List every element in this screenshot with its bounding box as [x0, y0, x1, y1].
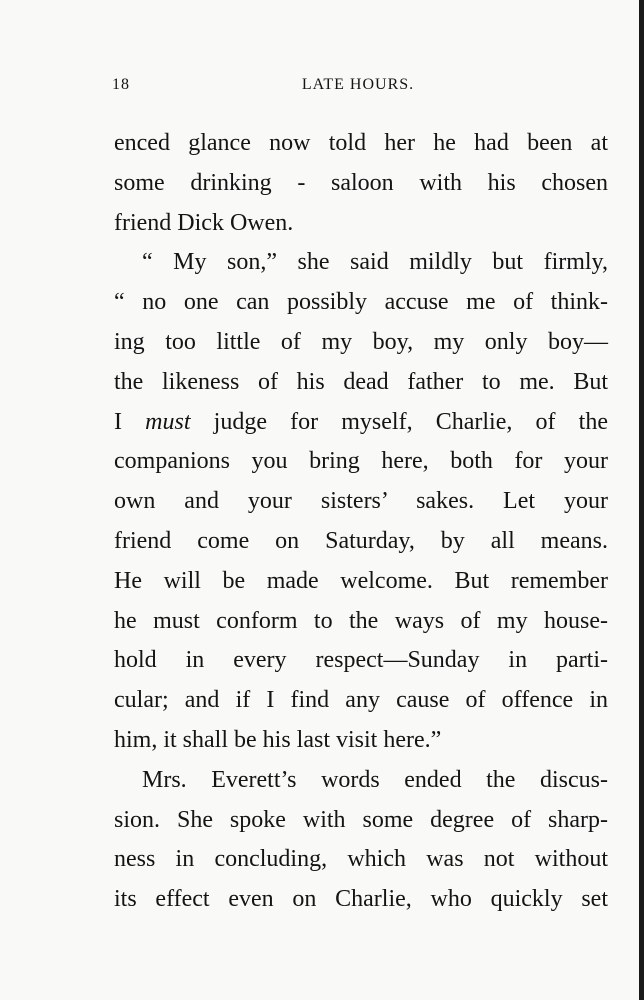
- text-line: some drinking - saloon with his chosen: [114, 169, 608, 196]
- text-line: the likeness of his dead father to me. But: [114, 368, 608, 395]
- text-line: him, it shall be his last visit here.”: [114, 726, 442, 753]
- page-edge-shadow: [639, 0, 644, 1000]
- text-line: He will be made welcome. But remember: [114, 567, 608, 594]
- text-line: friend Dick Owen.: [114, 209, 294, 236]
- text-line: sion. She spoke with some degree of sharp-: [114, 806, 608, 833]
- text-line: enced glance now told her he had been at: [114, 130, 608, 156]
- page-number: 18: [112, 76, 130, 93]
- text-run: judge for myself, Charlie, of the: [190, 408, 609, 435]
- text-line: “ My son,” she said mildly but firmly,: [142, 249, 608, 276]
- emphasized-word: must: [145, 408, 191, 435]
- text-line: companions you bring here, both for your: [114, 448, 608, 475]
- text-line: own and your sisters’ sakes. Let your: [114, 488, 608, 515]
- text-line: Mrs. Everett’s words ended the discus-: [142, 766, 608, 793]
- text-line: hold in every respect—Sunday in parti-: [114, 647, 608, 674]
- text-line: “ no one can possibly accuse me of think-: [114, 289, 608, 316]
- body-text: [114, 124, 608, 920]
- text-line: cular; and if I find any cause of offence in: [114, 687, 608, 714]
- page-header: [112, 76, 604, 100]
- text-line: its effect even on Charlie, who quickly set: [114, 886, 608, 913]
- text-line: friend come on Saturday, by all means.: [114, 527, 608, 554]
- text-line: he must conform to the ways of my house-: [114, 607, 608, 634]
- text-line: ing too little of my boy, my only boy—: [114, 328, 608, 355]
- text-line: [114, 403, 608, 443]
- text-run: I: [114, 408, 146, 435]
- running-title: LATE HOURS.: [301, 76, 415, 93]
- text-line: ness in concluding, which was not without: [114, 846, 608, 873]
